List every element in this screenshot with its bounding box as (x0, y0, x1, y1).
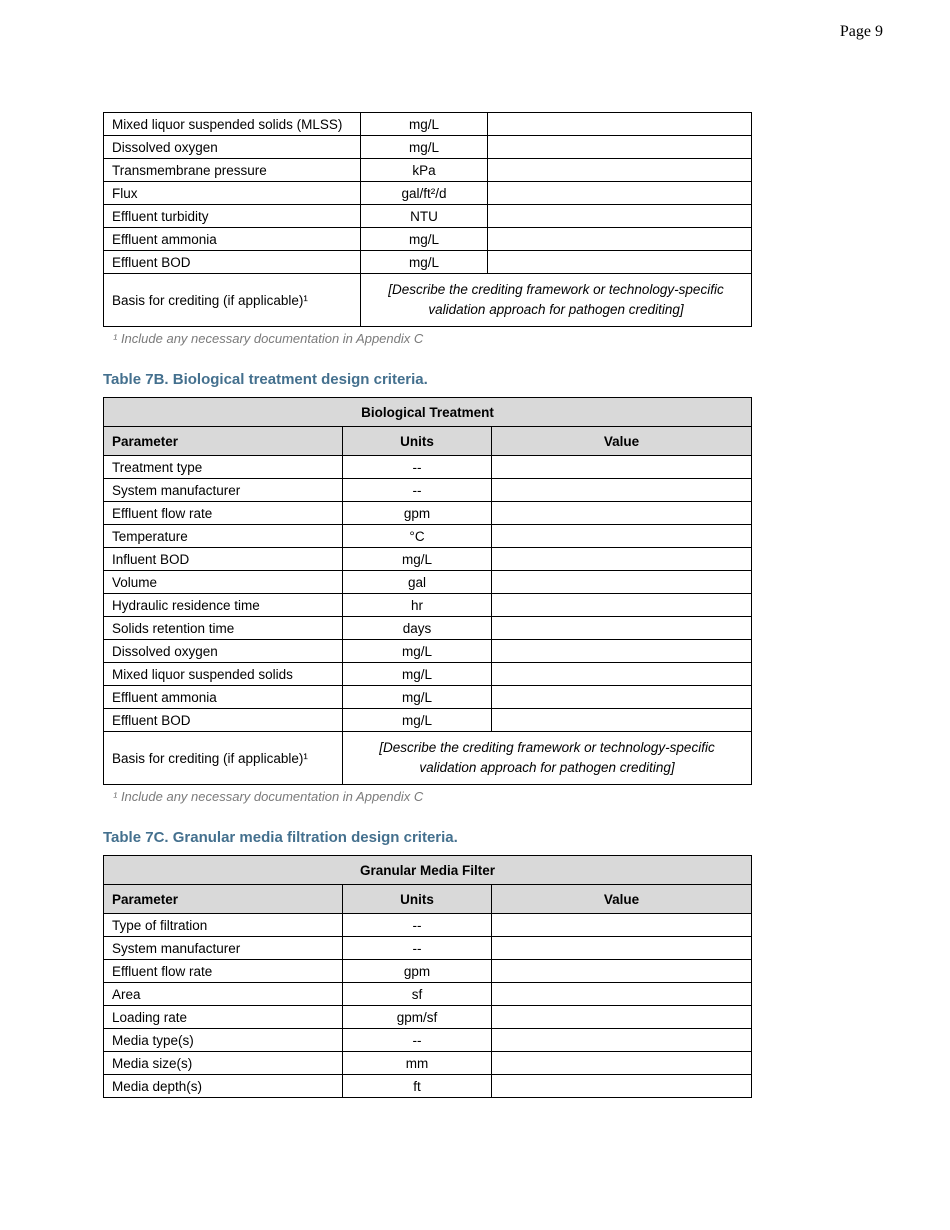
units-cell: -- (343, 456, 492, 479)
parameter-cell: Effluent flow rate (104, 960, 343, 983)
value-cell (492, 456, 752, 479)
header-units: Units (343, 885, 492, 914)
parameter-cell: Effluent turbidity (104, 205, 361, 228)
value-cell (492, 1075, 752, 1098)
value-cell (492, 502, 752, 525)
value-cell (488, 205, 752, 228)
footnote-membrane-table: ¹ Include any necessary documentation in Appendix C (113, 331, 424, 346)
units-cell: kPa (361, 159, 488, 182)
table-row (104, 205, 752, 228)
parameter-cell: System manufacturer (104, 479, 343, 502)
parameter-cell: Hydraulic residence time (104, 594, 343, 617)
table-title: Granular Media Filter (104, 856, 752, 885)
table-row (104, 136, 752, 159)
units-cell: sf (343, 983, 492, 1006)
value-cell (492, 571, 752, 594)
parameter-cell: System manufacturer (104, 937, 343, 960)
units-cell: gpm (343, 960, 492, 983)
value-cell (492, 617, 752, 640)
parameter-cell: Temperature (104, 525, 343, 548)
parameter-cell: Effluent flow rate (104, 502, 343, 525)
header-parameter: Parameter (104, 885, 343, 914)
table-row (104, 479, 752, 502)
value-cell (492, 1006, 752, 1029)
top-margin (103, 0, 752, 112)
membrane-table-body (104, 113, 752, 327)
value-cell (492, 640, 752, 663)
parameter-cell: Mixed liquor suspended solids (104, 663, 343, 686)
table-row (104, 456, 752, 479)
table-row (104, 113, 752, 136)
value-cell (492, 686, 752, 709)
units-cell: mg/L (343, 548, 492, 571)
table-row (104, 502, 752, 525)
table-row (104, 182, 752, 205)
parameter-cell: Mixed liquor suspended solids (MLSS) (104, 113, 361, 136)
table-title-row (104, 398, 752, 427)
table-7b-body (104, 398, 752, 785)
parameter-cell: Effluent ammonia (104, 228, 361, 251)
parameter-cell: Loading rate (104, 1006, 343, 1029)
units-cell: mg/L (361, 113, 488, 136)
parameter-cell: Treatment type (104, 456, 343, 479)
units-cell: -- (343, 914, 492, 937)
parameter-cell: Flux (104, 182, 361, 205)
value-cell (492, 709, 752, 732)
value-cell (488, 251, 752, 274)
units-cell: gal/ft²/d (361, 182, 488, 205)
table-row (104, 1052, 752, 1075)
units-cell: mg/L (361, 136, 488, 159)
table-7c (103, 855, 752, 1098)
parameter-cell: Dissolved oxygen (104, 136, 361, 159)
value-cell (488, 159, 752, 182)
table-row (104, 1075, 752, 1098)
units-cell: mg/L (343, 686, 492, 709)
value-cell (488, 113, 752, 136)
table-title-row (104, 856, 752, 885)
value-cell (492, 937, 752, 960)
table-row (104, 594, 752, 617)
units-cell: gal (343, 571, 492, 594)
table-row (104, 709, 752, 732)
table-row (104, 228, 752, 251)
value-cell (492, 548, 752, 571)
table-row (104, 960, 752, 983)
header-units: Units (343, 427, 492, 456)
basis-label-cell: Basis for crediting (if applicable)¹ (104, 274, 361, 327)
parameter-cell: Effluent BOD (104, 709, 343, 732)
units-cell: mg/L (361, 251, 488, 274)
units-cell: gpm (343, 502, 492, 525)
units-cell: NTU (361, 205, 488, 228)
parameter-cell: Effluent ammonia (104, 686, 343, 709)
value-cell (488, 228, 752, 251)
parameter-cell: Media size(s) (104, 1052, 343, 1075)
table-7c-body (104, 856, 752, 1098)
parameter-cell: Transmembrane pressure (104, 159, 361, 182)
table-row (104, 686, 752, 709)
units-cell: -- (343, 937, 492, 960)
units-cell: mg/L (361, 228, 488, 251)
table-row (104, 617, 752, 640)
table-row (104, 983, 752, 1006)
footnote-table-7b: ¹ Include any necessary documentation in Appendix C (113, 789, 424, 804)
table-row (104, 914, 752, 937)
table-header-row (104, 427, 752, 456)
units-cell: ft (343, 1075, 492, 1098)
table-header-row (104, 885, 752, 914)
value-cell (492, 1029, 752, 1052)
table-row (104, 640, 752, 663)
basis-for-crediting-row (104, 732, 752, 785)
parameter-cell: Media depth(s) (104, 1075, 343, 1098)
units-cell: mm (343, 1052, 492, 1075)
parameter-cell: Dissolved oxygen (104, 640, 343, 663)
units-cell: -- (343, 479, 492, 502)
table-row (104, 159, 752, 182)
value-cell (492, 525, 752, 548)
units-cell: hr (343, 594, 492, 617)
header-value: Value (492, 427, 752, 456)
header-value: Value (492, 885, 752, 914)
table-row (104, 1006, 752, 1029)
page-content (103, 0, 752, 1098)
table-7b-caption: Table 7B. Biological treatment design criteria. (103, 371, 428, 388)
table-row (104, 548, 752, 571)
header-parameter: Parameter (104, 427, 343, 456)
units-cell: mg/L (343, 663, 492, 686)
value-cell (492, 914, 752, 937)
membrane-table-continued (103, 112, 752, 327)
table-row (104, 1029, 752, 1052)
value-cell (492, 594, 752, 617)
parameter-cell: Type of filtration (104, 914, 343, 937)
table-7c-caption: Table 7C. Granular media filtration design criteria. (103, 829, 458, 846)
table-title: Biological Treatment (104, 398, 752, 427)
value-cell (492, 960, 752, 983)
parameter-cell: Solids retention time (104, 617, 343, 640)
basis-label-cell: Basis for crediting (if applicable)¹ (104, 732, 343, 785)
value-cell (488, 182, 752, 205)
units-cell: mg/L (343, 640, 492, 663)
parameter-cell: Media type(s) (104, 1029, 343, 1052)
page-number: Page 9 (839, 23, 883, 40)
parameter-cell: Area (104, 983, 343, 1006)
table-row (104, 525, 752, 548)
value-cell (492, 663, 752, 686)
parameter-cell: Influent BOD (104, 548, 343, 571)
basis-description-cell: [Describe the crediting framework or technology-specific validation approach for pathogen crediting] (361, 274, 752, 327)
table-row (104, 937, 752, 960)
parameter-cell: Volume (104, 571, 343, 594)
value-cell (492, 479, 752, 502)
table-row (104, 571, 752, 594)
units-cell: mg/L (343, 709, 492, 732)
value-cell (492, 983, 752, 1006)
basis-for-crediting-row (104, 274, 752, 327)
units-cell: days (343, 617, 492, 640)
basis-description-cell: [Describe the crediting framework or technology-specific validation approach for pathogen crediting] (343, 732, 752, 785)
units-cell: °C (343, 525, 492, 548)
units-cell: -- (343, 1029, 492, 1052)
units-cell: gpm/sf (343, 1006, 492, 1029)
table-row (104, 251, 752, 274)
table-row (104, 663, 752, 686)
table-7b (103, 397, 752, 785)
value-cell (492, 1052, 752, 1075)
value-cell (488, 136, 752, 159)
parameter-cell: Effluent BOD (104, 251, 361, 274)
